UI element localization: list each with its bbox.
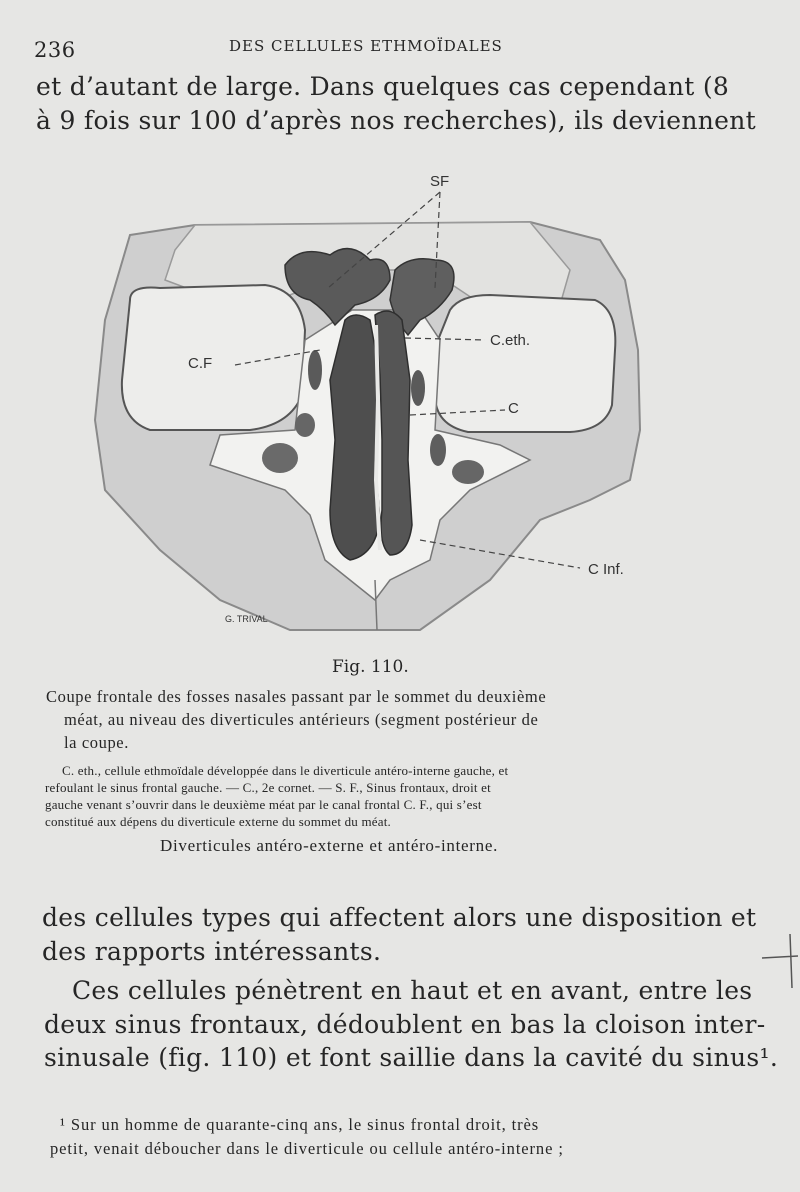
legend-line: gauche venant s’ouvrir dans le deuxième méat par le canal frontal C. F., qui s’est <box>45 797 482 812</box>
figure-subcaption: Diverticules antéro-externe et antéro-interne. <box>160 836 499 855</box>
legend-line: refoulant le sinus frontal gauche. — C., 2e cornet. — S. F., Sinus frontaux, droit et <box>45 780 491 795</box>
figure-number: Fig. 110. <box>332 657 409 677</box>
footnote-line: ¹ Sur un homme de quarante-cinq ans, le sinus frontal droit, très <box>60 1115 540 1134</box>
label-c-inf: C Inf. <box>588 561 624 578</box>
paragraph-line: deux sinus frontaux, dédoublent en bas la cloison inter- <box>44 1010 766 1039</box>
nasal-fossa-left <box>330 315 380 560</box>
page-number: 236 <box>34 38 76 62</box>
ethmoid-cell <box>411 370 425 406</box>
paragraph-line: sinusale (fig. 110) et font saillie dans la cavité du sinus¹. <box>44 1043 779 1072</box>
margin-mark <box>760 930 800 990</box>
ethmoid-cell <box>308 350 322 390</box>
paragraph-line: à 9 fois sur 100 d’après nos recherches), ils deviennent <box>36 106 756 135</box>
label-c-eth: C.eth. <box>490 332 531 349</box>
label-cf: C.F <box>188 355 213 372</box>
paragraph-line: et d’autant de large. Dans quelques cas cependant (8 <box>36 72 730 101</box>
running-title: DES CELLULES ETHMOÏDALES <box>229 37 503 55</box>
paragraph-line: Ces cellules pénètrent en haut et en avant, entre les <box>72 976 753 1005</box>
ethmoid-cell <box>295 413 315 437</box>
legend-line: constitué aux dépens du diverticule externe du sommet du méat. <box>45 814 391 829</box>
caption-line: la coupe. <box>64 733 129 752</box>
legend-line: C. eth., cellule ethmoïdale développée dans le diverticule antéro-interne gauche, et <box>62 763 509 778</box>
label-c: C <box>508 400 519 417</box>
paragraph-line: des rapports intéressants. <box>42 937 382 966</box>
paragraph-line: des cellules types qui affectent alors une disposition et <box>42 903 757 932</box>
label-sf: SF <box>430 173 450 190</box>
anatomical-figure <box>90 160 680 650</box>
caption-line: Coupe frontale des fosses nasales passant par le sommet du deuxième <box>46 687 547 706</box>
ethmoid-cell <box>452 460 484 484</box>
caption-line: méat, au niveau des diverticules antérieurs (segment postérieur de <box>64 710 539 729</box>
footnote-line: petit, venait déboucher dans le diverticule ou cellule antéro-interne ; <box>50 1139 564 1158</box>
orbit-right <box>435 295 615 432</box>
ethmoid-cell <box>430 434 446 466</box>
artist-signature: G. TRIVAL <box>225 614 268 624</box>
ethmoid-cell <box>262 443 298 473</box>
